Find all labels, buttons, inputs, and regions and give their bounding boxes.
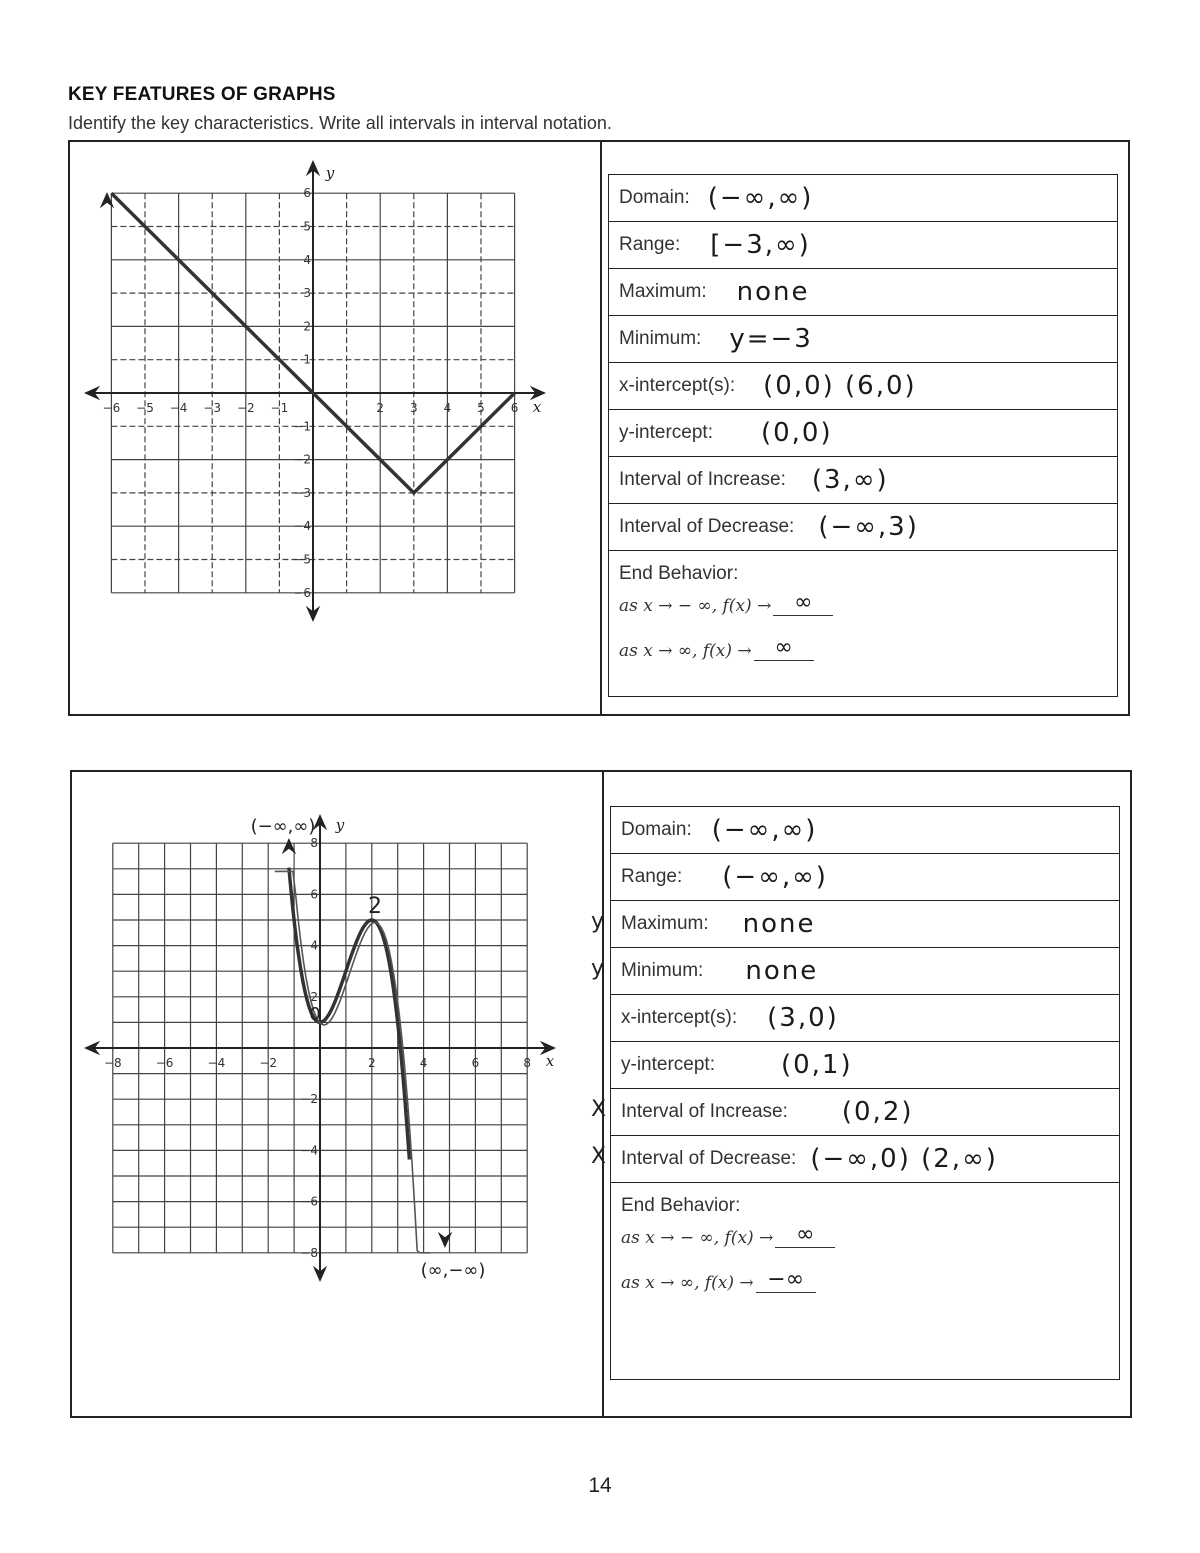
answer-row: [609, 410, 1117, 457]
y-tick-label: 1: [303, 352, 311, 367]
answer-row-label: x-intercept(s):: [621, 1007, 738, 1028]
page-instructions: Identify the key characteristics. Write all intervals in interval notation.: [68, 113, 612, 133]
end-behavior-right-answer: ∞: [754, 636, 814, 661]
page-number: 14: [588, 1474, 612, 1497]
y-tick-label: 2: [310, 989, 318, 1004]
x-axis-label: x: [545, 1052, 555, 1070]
x-tick-label: −6: [155, 1056, 174, 1070]
x-tick-label: 3: [409, 401, 418, 415]
answer-row-label: y-intercept:: [621, 1054, 715, 1075]
answer-row-label: Interval of Decrease:: [619, 516, 795, 537]
y-tick-label: 3: [303, 286, 311, 301]
x-tick-label: −4: [169, 401, 188, 415]
answer-row: [611, 854, 1119, 901]
handwritten-answer: (0,0) (6,0): [763, 371, 917, 401]
answer-row-label: Interval of Decrease:: [621, 1148, 797, 1169]
answer-row: [591, 1089, 1119, 1136]
y-tick-label: 5: [303, 219, 311, 234]
function-curve: [289, 868, 410, 1160]
x-tick-label: −2: [236, 401, 255, 415]
end-behavior-right: [619, 636, 1107, 661]
end-behavior-section: [611, 1183, 1119, 1305]
answer-row: [591, 948, 1119, 995]
end-behavior-left-text: as x → − ∞, f(x) →: [619, 596, 772, 616]
x-tick-label: −1: [270, 401, 289, 415]
x-tick-label: −5: [136, 401, 154, 415]
answer-row: [591, 1136, 1119, 1183]
x-tick-label: −8: [103, 1056, 122, 1070]
page-title: KEY FEATURES OF GRAPHS: [68, 84, 336, 105]
answer-row-label: Range:: [619, 234, 681, 255]
handwritten-answer: (−∞,3): [818, 512, 919, 542]
y-tick-label: −6: [293, 585, 311, 600]
y-tick-label: 8: [310, 836, 318, 851]
answer-row-label: Minimum:: [619, 328, 702, 349]
handwritten-answer: (3,0): [767, 1003, 839, 1033]
margin-mark: X: [591, 1097, 607, 1122]
answer-row: [609, 175, 1117, 222]
y-tick-label: 6: [303, 186, 311, 201]
answer-row-label: y-intercept:: [619, 422, 713, 443]
x-tick-label: 2: [367, 1056, 376, 1070]
answer-row-label: Maximum:: [619, 281, 707, 302]
handwritten-answer: (−∞,∞): [711, 815, 818, 845]
margin-mark: y: [591, 956, 605, 981]
y-tick-label: −4: [300, 1143, 318, 1158]
x-tick-label: −6: [102, 401, 121, 415]
handwritten-answer: (−∞,0) (2,∞): [810, 1144, 998, 1174]
y-tick-label: −4: [293, 519, 311, 534]
y-tick-label: −2: [293, 452, 311, 467]
x-tick-label: 2: [376, 401, 385, 415]
handwritten-answer: (0,2): [841, 1097, 914, 1127]
y-tick-label: 4: [310, 938, 318, 953]
answer-row: [609, 363, 1117, 410]
answer-row: [611, 995, 1119, 1042]
handwritten-answer: none: [745, 956, 819, 986]
handwritten-answer: (0,0): [760, 418, 833, 448]
y-tick-label: −3: [293, 485, 311, 500]
panel-divider: [602, 772, 604, 1416]
y-tick-label: −1: [293, 419, 311, 434]
y-tick-label: 2: [303, 319, 311, 334]
x-tick-label: 4: [443, 401, 452, 415]
end-behavior-label: End Behavior:: [619, 563, 739, 584]
answer-row: [609, 222, 1117, 269]
answer-row-label: Interval of Increase:: [619, 469, 786, 490]
handwritten-annotation: 2: [368, 894, 382, 919]
x-tick-label: 6: [471, 1056, 480, 1070]
handwritten-answer: (0,1): [780, 1050, 853, 1080]
x-tick-label: 6: [510, 401, 519, 415]
y-tick-label: −5: [293, 552, 311, 567]
end-behavior-label: End Behavior:: [621, 1195, 741, 1216]
hand-sketched-curve: [275, 871, 430, 1252]
end-behavior-left-answer: ∞: [773, 591, 833, 616]
handwritten-answer: (−∞,∞): [707, 183, 814, 213]
handwritten-annotation: 0: [309, 1004, 321, 1025]
handwritten-answer: none: [742, 909, 816, 939]
answer-row: [609, 316, 1117, 363]
handwritten-annotation: (−∞,∞): [250, 816, 316, 837]
y-axis-label: y: [335, 816, 345, 834]
margin-mark: y: [591, 909, 605, 934]
x-tick-label: −2: [259, 1056, 278, 1070]
y-tick-label: −6: [300, 1194, 318, 1209]
y-tick-label: 4: [303, 252, 311, 267]
handwritten-answer: (3,∞): [811, 465, 889, 495]
problem-1-answer-table: [608, 174, 1118, 697]
answer-row-label: Domain:: [621, 819, 692, 840]
end-behavior-right-answer: −∞: [756, 1268, 816, 1293]
handwritten-answer: y=−3: [729, 324, 813, 354]
answer-row: [591, 901, 1119, 948]
margin-mark: X: [591, 1144, 607, 1169]
answer-row: [609, 457, 1117, 504]
x-axis-label: x: [532, 398, 542, 416]
problem-2-graph: [0, 0, 600, 1420]
y-tick-label: −8: [300, 1245, 318, 1260]
panel-divider: [600, 142, 602, 714]
end-behavior-right: [621, 1268, 1109, 1293]
x-tick-label: −4: [207, 1056, 226, 1070]
end-behavior-left-answer: ∞: [775, 1223, 835, 1248]
x-tick-label: 4: [419, 1056, 428, 1070]
end-behavior-section: [609, 551, 1117, 673]
answer-row-label: Interval of Increase:: [621, 1101, 788, 1122]
end-behavior-left-text: as x → − ∞, f(x) →: [621, 1228, 774, 1248]
y-tick-label: −2: [300, 1092, 318, 1107]
answer-row-label: Maximum:: [621, 913, 709, 934]
x-tick-label: 8: [523, 1056, 532, 1070]
answer-row-label: Minimum:: [621, 960, 704, 981]
answer-row-label: Domain:: [619, 187, 690, 208]
answer-row: [611, 1042, 1119, 1089]
answer-row-label: Range:: [621, 866, 683, 887]
answer-row: [611, 807, 1119, 854]
handwritten-answer: [−3,∞): [710, 230, 811, 260]
end-behavior-left: [619, 591, 1107, 616]
x-tick-label: 5: [477, 401, 485, 415]
x-tick-label: −3: [203, 401, 222, 415]
handwritten-answer: none: [736, 277, 810, 307]
y-tick-label: 6: [310, 887, 318, 902]
end-behavior-right-text: as x → ∞, f(x) →: [619, 641, 752, 661]
problem-2-answer-table: [591, 806, 1120, 1380]
y-axis-label: y: [325, 164, 335, 182]
end-behavior-right-text: as x → ∞, f(x) →: [621, 1273, 754, 1293]
handwritten-annotation: (∞,−∞): [420, 1260, 486, 1281]
answer-row-label: x-intercept(s):: [619, 375, 736, 396]
answer-row: [609, 269, 1117, 316]
end-behavior-left: [621, 1223, 1109, 1248]
answer-row: [609, 504, 1117, 551]
handwritten-answer: (−∞,∞): [722, 862, 828, 892]
